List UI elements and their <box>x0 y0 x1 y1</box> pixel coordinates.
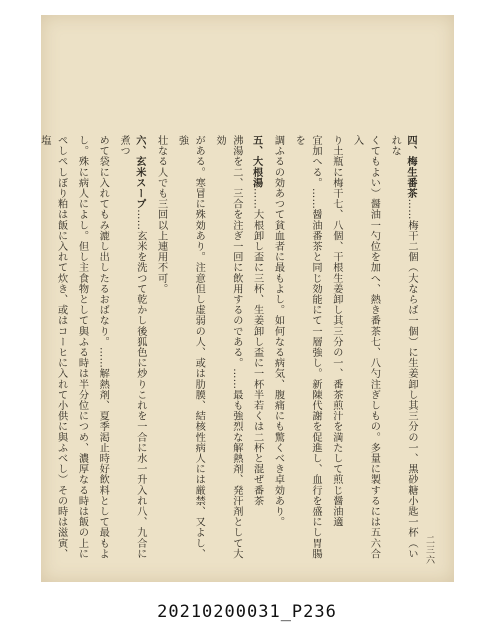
section-four-line-1: ……梅干二個（大ならば一個）に生姜卸し其三分の一、黒砂糖小匙一杯（いれな <box>389 135 417 559</box>
section-five-line-2: 沸湯を二、三合を注ぎ一回に飲用するのである。……最も強烈な解熱剤、発汗剤として大効 <box>214 135 242 559</box>
section-four <box>385 135 419 565</box>
section-five-line-1: ……大根卸し盃に三杯、生姜卸し盃に一杯半若くは二杯と混ぜ番茶 <box>251 188 263 506</box>
section-six-line-2: めて袋に入れてもみ漉し出したるおばなり。……解熱剤、夏季渇止時好飲料として最もよ <box>97 135 109 559</box>
image-caption: 20210200031_P236 <box>157 602 337 622</box>
section-four-line-3: り土瓶に梅干七、八個、干根生姜卸し其三分の一、番茶煎汁を満たして煎じ醤油適 <box>330 135 342 528</box>
section-six <box>114 135 148 565</box>
body-text <box>38 135 419 565</box>
section-five-heading: 五、大根湯 <box>250 135 263 188</box>
section-four-line-4: 宜加へる。……醤油番茶と同じ効能にて一層強し。新陳代謝を促進し、血行を盛にし胃腸を <box>293 135 322 559</box>
section-five <box>248 135 265 565</box>
section-five-line-3: がある。寒冒に殊効あり。注意但し虚弱の人、或は肋膜、結核性病人には厳禁、又よし、強 <box>176 135 205 559</box>
section-six-line-1: ……玄米を洗つて乾かし後狐色に炒りこれを一合に水一升入れ八、九合に煮つ <box>118 135 146 559</box>
page-number: 二三六 <box>424 535 434 565</box>
document-page <box>38 15 454 582</box>
section-four-line-5: 調ふるの効あつて貧血者に最もよし。如何なる病気、腹痛にも驚くべき卓効あり。 <box>272 135 284 528</box>
section-four-line-2: くてもよい）醤油一勺位を加へ、熱き番茶七、八勺注ぎしもの。多量に製するには五六合入 <box>351 135 380 559</box>
section-five-line-4: 壮なる人でも三回以上連用不可。 <box>155 135 167 294</box>
section-six-heading: 六、玄米スープ <box>133 135 146 210</box>
section-six-line-4: ぺしぺしぼり粕は飯に入れて炊き、或はコーヒに入れて小供に與ふべし）その時は滋寅、塩 <box>38 135 67 559</box>
section-four-heading: 四、梅生番茶 <box>405 135 417 199</box>
section-six-line-3: し。殊に病人によし。但し主食物として與ふる時は半分位につめ、濃厚なる時は飯の上に <box>76 135 88 559</box>
